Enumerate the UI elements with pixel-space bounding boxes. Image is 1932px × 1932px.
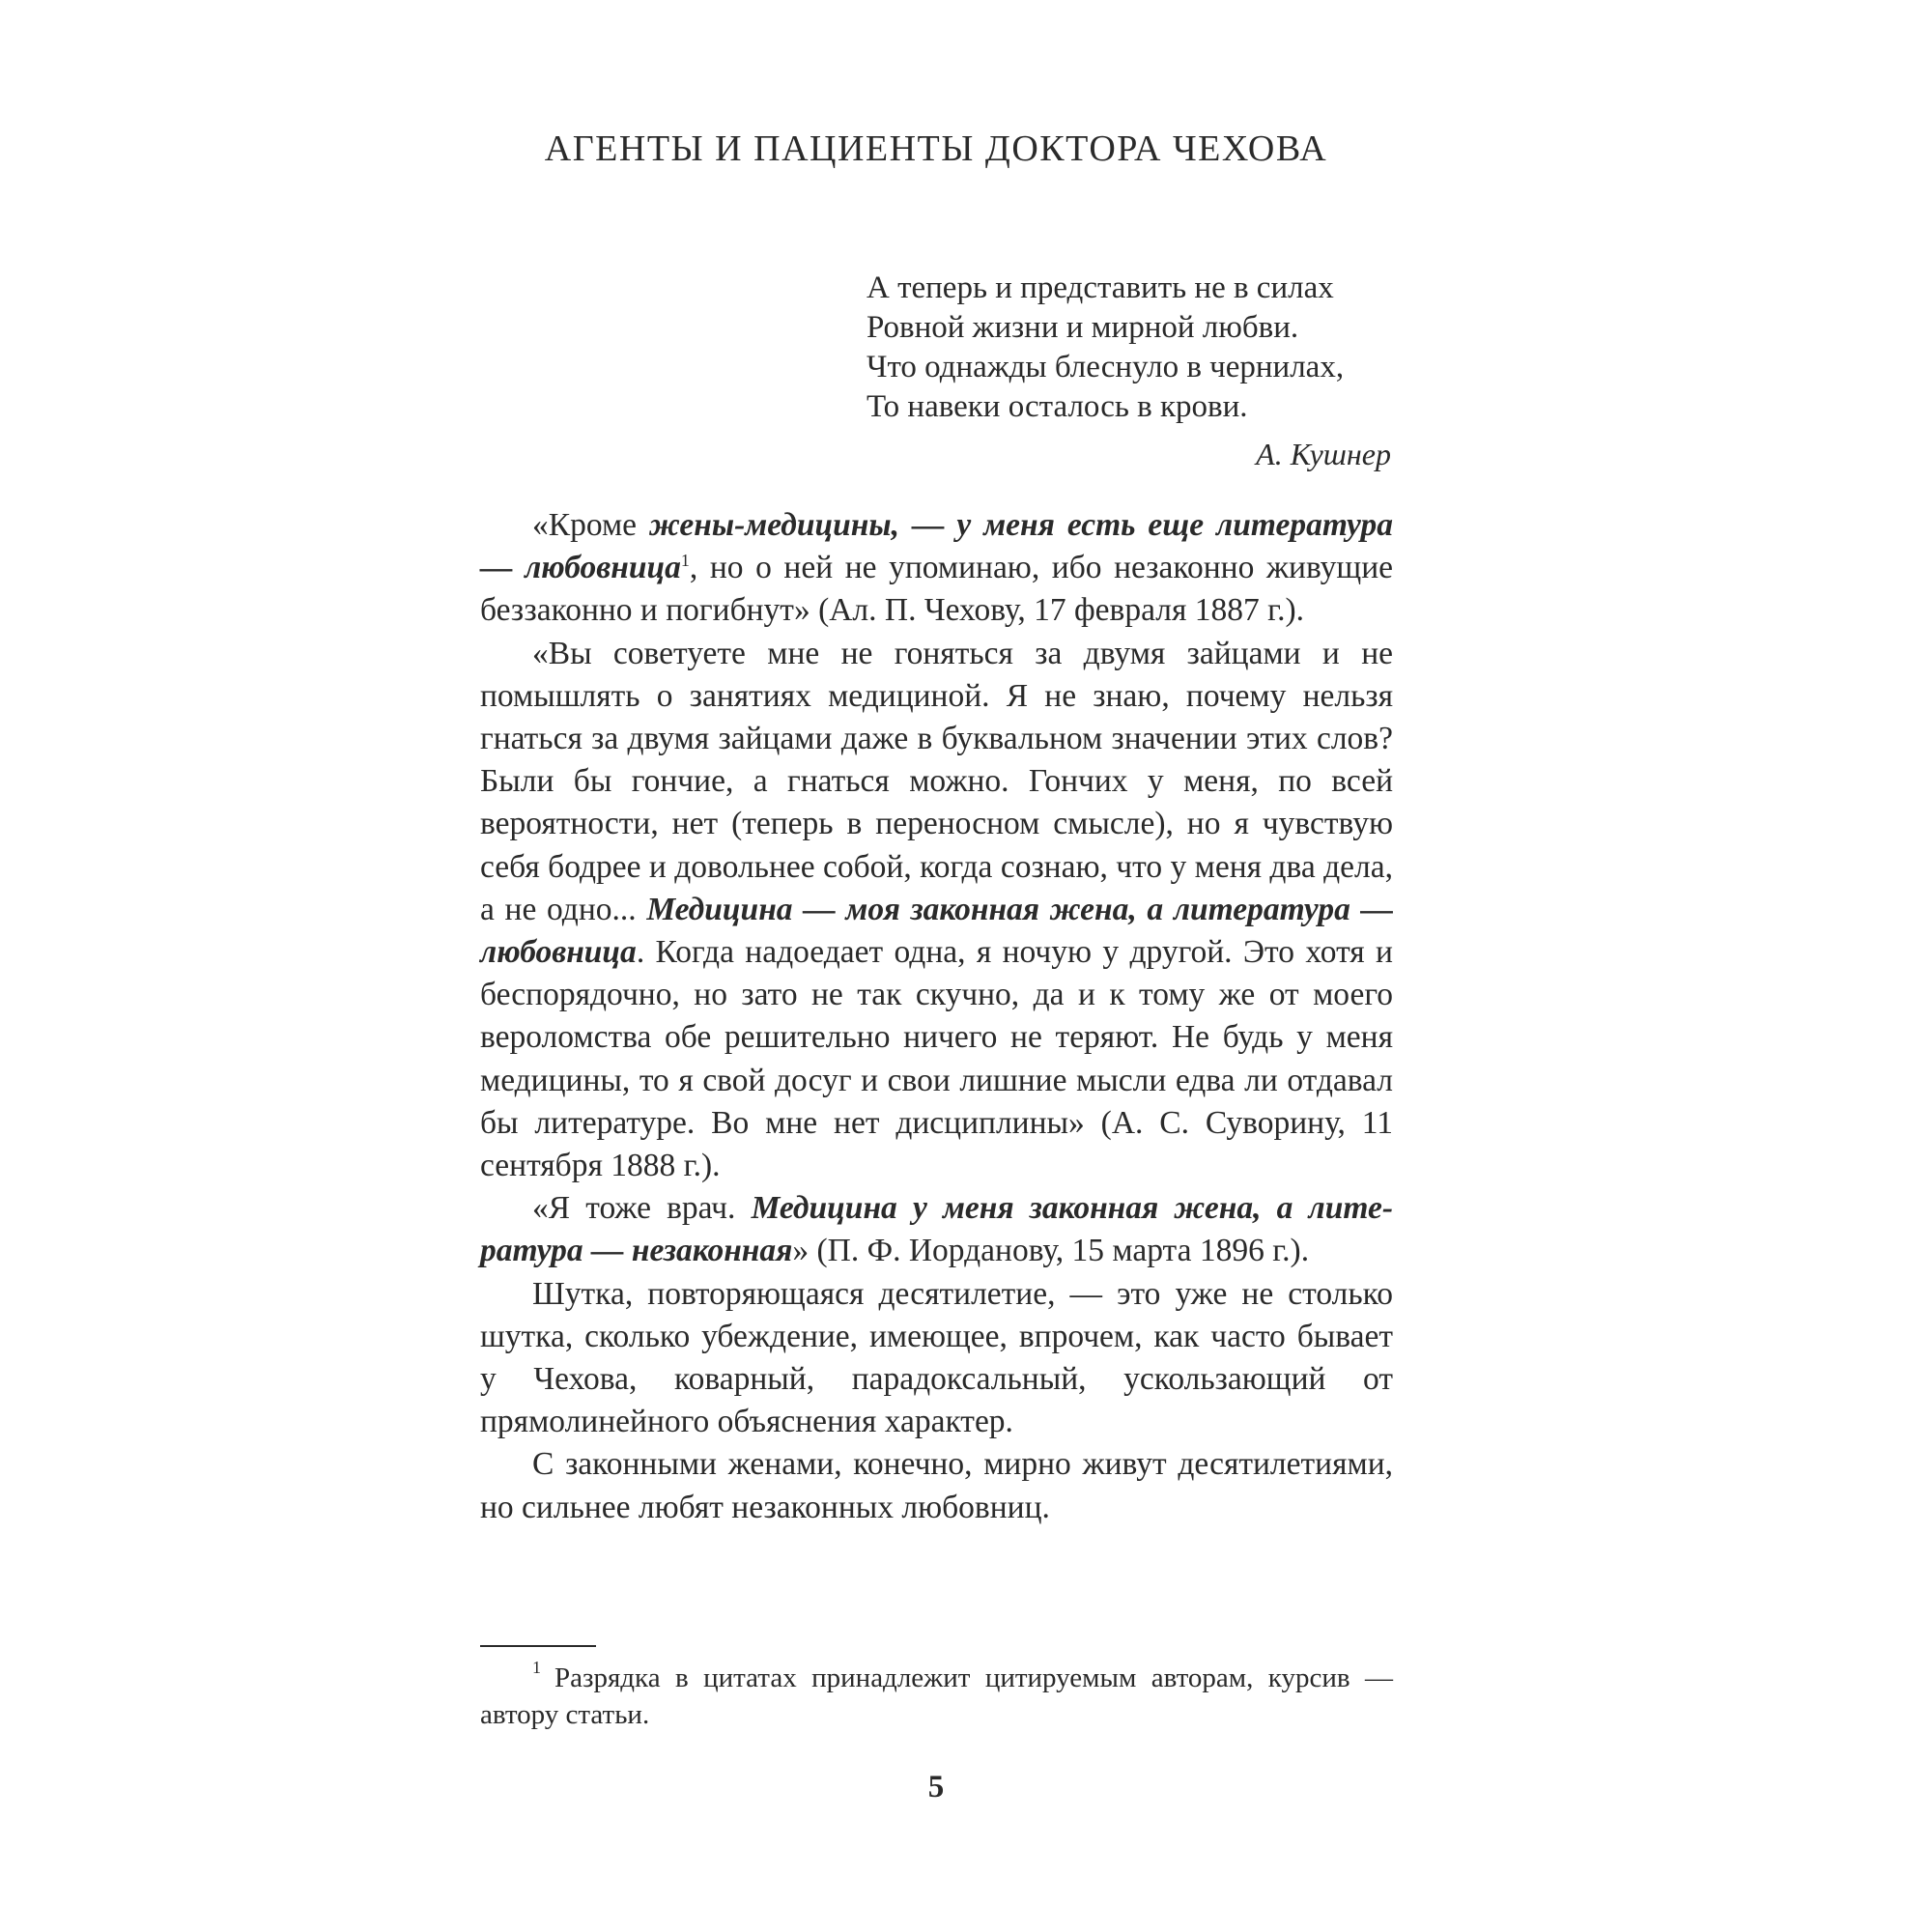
body-text <box>480 504 1393 1529</box>
text-run: «Я тоже врач. <box>532 1190 752 1227</box>
footnote <box>480 1660 1393 1733</box>
italic-emphasis: Медицина у меня законная жена, а литература — незаконная <box>480 1190 1393 1269</box>
epigraph <box>867 269 1393 427</box>
running-header-title: АГЕНТЫ И ПАЦИЕНТЫ ДОКТОРА ЧЕХОВА <box>544 128 1328 169</box>
paragraph-3 <box>480 1187 1393 1272</box>
page-number: 5 <box>927 1770 945 1804</box>
footnote-text: Разрядка в цитатах принадлежит цитируемым авторам, курсив — автору статьи. <box>480 1662 1393 1730</box>
text-run: «Вы советуете мне не гоняться за двумя зайцами и не помышлять о занятиях медициной. Я не знаю, почему нельзя гнаться за двумя зайцами даже в буквальном значении этих слов? Были бы гончие, а гнаться можно. Гончих у меня, по всей вероятности, нет (теперь в переносном смысле), но я чувствую себя бодрее и довольнее собой, когда сознаю, что у меня два дела, а не одно... <box>480 635 1393 927</box>
italic-emphasis: жены-медицины, — у меня есть еще литература — любовница <box>480 507 1393 586</box>
paragraph-4: Шутка, повторяющаяся десятилетие, — это уже не столько шутка, сколько убеждение, имеющее, впрочем, как часто бывает у Чехова, коварный, парадоксальный, ускользающий от прямолинейного объяснения характер. <box>480 1275 1393 1440</box>
footnote-reference: 1 <box>680 551 690 571</box>
text-run: «Кроме <box>532 507 649 543</box>
paragraph-5: С законными женами, конечно, мирно живут десятилетиями, но сильнее любят незаконных любовниц. <box>480 1446 1393 1525</box>
epigraph-line: Ровной жизни и мирной любви. <box>867 310 1299 345</box>
paragraph-2 <box>480 633 1393 1188</box>
paragraph-1 <box>480 504 1393 633</box>
epigraph-line: А теперь и представить не в силах <box>867 270 1334 305</box>
text-run: » (П. Ф. Иорданову, 15 марта 1896 г.). <box>792 1233 1310 1269</box>
footnote-marker: 1 <box>532 1658 541 1677</box>
epigraph-author: А. Кушнер <box>1256 437 1391 471</box>
text-run: , но о ней не упоминаю, ибо незаконно живущие беззаконно и погибнут» (Ал. П. Чехову, 17 февраля 1887 г.). <box>480 550 1393 629</box>
footnote-divider <box>480 1645 596 1647</box>
epigraph-line: То навеки осталось в крови. <box>867 389 1248 424</box>
text-run: . Когда надоедает одна, я ночую у другой. Это хотя и беспорядочно, но зато не так скучно, да и к тому же от моего вероломства обе решительно ничего не теряют. Не будь у меня медицины, то я свой досуг и свои лишние мысли едва ли отдавал бы литературе. Во мне нет дисциплины» (А. С. Суворину, 11 сентября 1888 г.). <box>480 934 1393 1184</box>
epigraph-line: Что однажды блеснуло в чернилах, <box>867 350 1345 384</box>
italic-emphasis: Медицина — моя законная жена, а литература — любовница <box>480 891 1393 971</box>
